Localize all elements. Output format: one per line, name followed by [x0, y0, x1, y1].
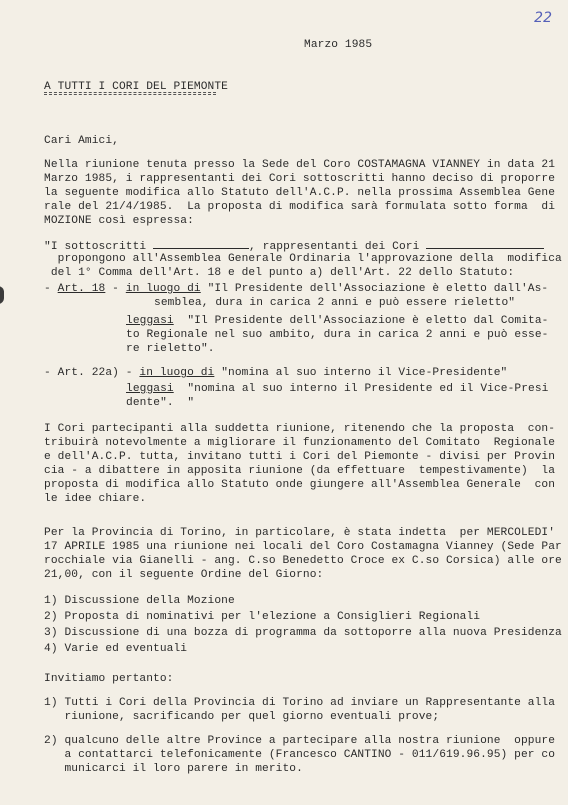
invite-item: municarci il loro parere in merito.: [44, 763, 303, 775]
art18-text: "Il Presidente dell'Associazione è eletto dall'As-: [200, 283, 549, 295]
paragraph-line: e dell'A.C.P. tutta, invitano tutti i Cori del Piemonte - divisi per Provin: [44, 451, 556, 463]
paragraph-line: le idee chiare.: [44, 493, 147, 505]
punch-hole-mark: [0, 286, 4, 304]
art18-text: "Il Presidente dell'Associazione è eletto dal Comita-: [173, 315, 549, 327]
paragraph-line: I Cori partecipanti alla suddetta riunione, ritenendo che la proposta con-: [44, 423, 556, 435]
mozione-line: propongono all'Assemblea Generale Ordinaria l'approvazione della modifica: [44, 253, 562, 265]
paragraph-line: 21,00, con il seguente Ordine del Giorno:: [44, 569, 324, 581]
agenda-item: 1) Discussione della Mozione: [44, 595, 235, 607]
paragraph-line: proposta di modifica allo Statuto onde giungere all'Assemblea Generale con: [44, 479, 556, 491]
art18-line: - Art. 18 - in luogo di "Il Presidente dell'Associazione è eletto dall'As-: [44, 283, 549, 295]
invitiamo-label: Invitiamo pertanto:: [44, 673, 174, 685]
in-luogo-di: in luogo di: [139, 367, 215, 379]
art18-label: Art. 18: [57, 283, 106, 295]
leggasi: leggasi: [126, 383, 174, 395]
art18-line: [126, 314, 548, 328]
invite-item: 1) Tutti i Cori della Provincia di Torino ad inviare un Rappresentante alla: [44, 697, 556, 709]
paragraph-line: Marzo 1985, i rappresentanti dei Cori sottoscritti hanno deciso di proporre: [44, 173, 556, 185]
invite-item: 2) qualcuno delle altre Province a partecipare alla nostra riunione oppure: [44, 735, 556, 747]
paragraph-line: Per la Provincia di Torino, in particolare, è stata indetta per MERCOLEDI': [44, 527, 556, 539]
art22-line: - Art. 22a) - in luogo di "nomina al suo interno il Vice-Presidente": [44, 367, 508, 379]
art18-line: re rieletto".: [126, 343, 215, 355]
blank-field: [153, 238, 249, 249]
heading-underline-2: [44, 94, 216, 95]
art22-text: "nomina al suo interno il Vice-Presidente": [214, 367, 508, 379]
art22-line: [126, 382, 548, 396]
mozione-line: del 1° Comma dell'Art. 18 e del punto a) dell'Art. 22 dello Statuto:: [44, 267, 515, 279]
art22-text: "nomina al suo interno il Presidente ed il Vice-Presi: [173, 383, 549, 395]
paragraph-line: 17 APRILE 1985 una riunione nei locali del Coro Costamagna Vianney (Sede Par: [44, 541, 562, 553]
art18-line: semblea, dura in carica 2 anni e può essere rieletto": [154, 297, 516, 309]
paragraph-line: rocchiale via Gianelli - ang. C.so Benedetto Croce ex C.so Corsica) alle ore: [44, 555, 562, 567]
paragraph-line: la seguente modifica allo Statuto dell'A.C.P. nella prossima Assemblea Gene: [44, 187, 556, 199]
paragraph-line: tribuirà notevolmente a migliorare il funzionamento del Comitato Regionale: [44, 437, 556, 449]
paragraph-line: cia - a dibattere in apposita riunione (da effettuare tempestivamente) la: [44, 465, 556, 477]
art18-line: to Regionale nel suo ambito, dura in carica 2 anni e può esse-: [126, 329, 549, 341]
paragraph-line: rale del 21/4/1985. La proposta di modifica sarà formulata sotto forma di: [44, 201, 556, 213]
paragraph-line: MOZIONE così espressa:: [44, 215, 194, 227]
paragraph-line: Nella riunione tenuta presso la Sede del Coro COSTAMAGNA VIANNEY in data 21: [44, 159, 556, 171]
mozione-text: "I sottoscritti: [44, 241, 147, 253]
leggasi: leggasi: [126, 315, 174, 327]
agenda-item: 2) Proposta di nominativi per l'elezione a Consiglieri Regionali: [44, 611, 481, 623]
invite-item: riunione, sacrificando per quel giorno eventuali prove;: [44, 711, 440, 723]
greeting: Cari Amici,: [44, 135, 119, 147]
heading: A TUTTI I CORI DEL PIEMONTE: [44, 81, 228, 93]
page-number: 22: [534, 10, 552, 26]
art22-label: Art. 22a): [57, 367, 119, 379]
blank-field: [426, 238, 544, 249]
art22-line: dente". ": [126, 397, 195, 409]
agenda-item: 4) Varie ed eventuali: [44, 643, 188, 655]
invite-item: a contattarci telefonicamente (Francesco CANTINO - 011/619.96.95) per co: [44, 749, 556, 761]
date: Marzo 1985: [304, 39, 373, 51]
in-luogo-di: in luogo di: [125, 283, 201, 295]
heading-underline: [44, 92, 216, 93]
mozione-text: , rappresentanti dei Cori: [249, 241, 420, 253]
agenda-item: 3) Discussione di una bozza di programma da sottoporre alla nuova Presidenza: [44, 627, 562, 639]
